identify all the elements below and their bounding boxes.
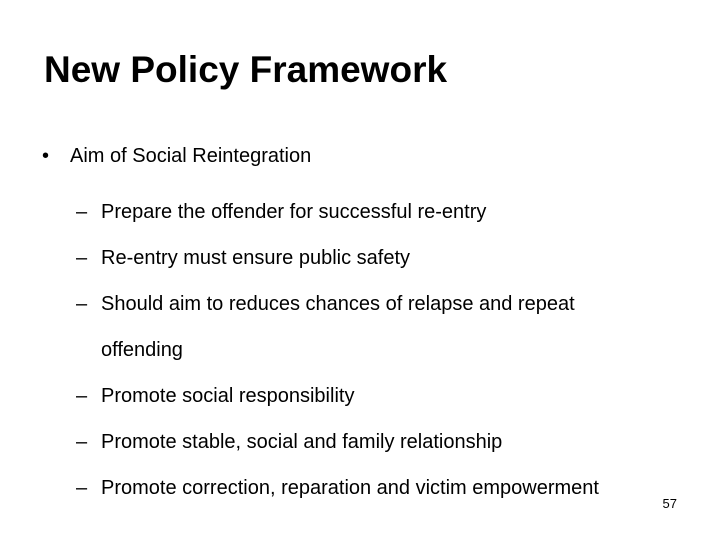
sub-bullet-text: offending (101, 339, 183, 361)
sub-bullet-text: Re-entry must ensure public safety (101, 247, 411, 269)
sub-bullet-item (76, 419, 599, 465)
sub-bullet-text: Should aim to reduces chances of relapse and repeat (101, 293, 575, 315)
dash-marker: – (76, 247, 88, 269)
dash-marker: – (76, 385, 88, 407)
dash-marker: – (76, 431, 88, 453)
sub-bullet-text: Promote social responsibility (101, 385, 355, 407)
dash-marker: – (76, 201, 88, 223)
sub-bullet-text: Promote correction, reparation and victim empowerment (101, 477, 599, 499)
main-bullet-text: Aim of Social Reintegration (70, 145, 312, 167)
main-bullet (42, 143, 311, 169)
dash-marker: – (76, 293, 88, 315)
sub-bullet-item (76, 281, 599, 327)
page-number: 57 (662, 496, 677, 511)
sub-bullet-continuation (76, 327, 599, 373)
sub-bullet-item (76, 465, 599, 511)
sub-bullet-item (76, 373, 599, 419)
sub-bullet-item (76, 235, 599, 281)
bullet-marker: • (42, 145, 50, 167)
sub-bullet-text: Prepare the offender for successful re-entry (101, 201, 487, 223)
dash-marker: – (76, 477, 88, 499)
sub-bullet-text: Promote stable, social and family relationship (101, 431, 503, 453)
sub-bullet-list (76, 189, 599, 511)
sub-bullet-item (76, 189, 599, 235)
slide-title: New Policy Framework (44, 49, 448, 90)
